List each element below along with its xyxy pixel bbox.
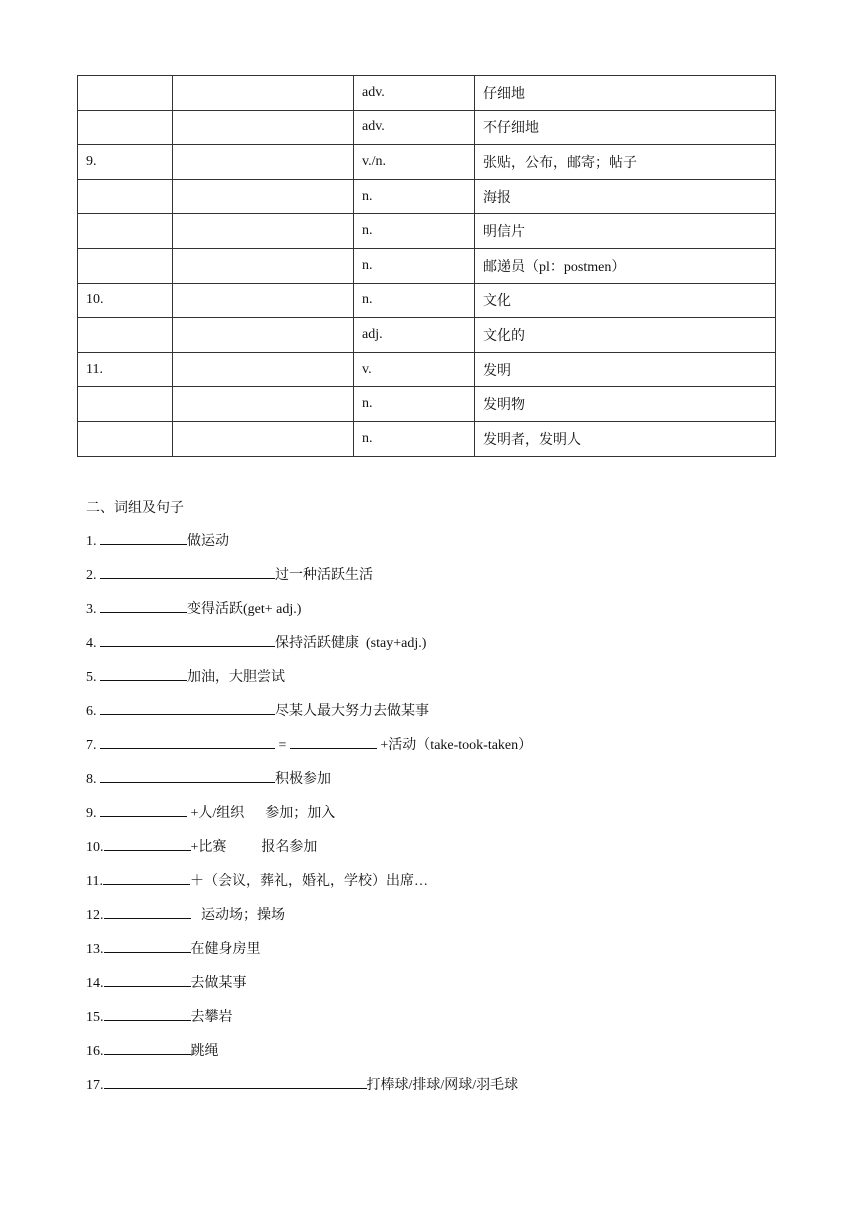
item-text: = — [275, 738, 290, 753]
meaning: 不仔细地 — [475, 110, 776, 145]
part-of-speech: n. — [354, 179, 475, 214]
list-item — [86, 1006, 786, 1040]
part-of-speech: v. — [354, 352, 475, 387]
item-text: 保持活跃健康 (stay+adj.) — [275, 636, 427, 651]
answer-blank[interactable] — [100, 632, 275, 647]
item-number: 8. — [86, 772, 97, 787]
item-text: +活动（take-took-taken） — [376, 738, 533, 753]
item-text: 尽某人最大努力去做某事 — [275, 704, 429, 719]
meaning: 张贴，公布，邮寄；帖子 — [475, 145, 776, 180]
word-cell[interactable] — [173, 76, 354, 111]
table-row — [78, 283, 776, 318]
row-number — [78, 110, 173, 145]
item-number: 13. — [86, 942, 104, 957]
meaning: 发明 — [475, 352, 776, 387]
table-row — [78, 387, 776, 422]
word-cell[interactable] — [173, 421, 354, 456]
row-number — [78, 318, 173, 353]
meaning: 文化的 — [475, 318, 776, 353]
answer-blank[interactable] — [100, 734, 275, 749]
word-cell[interactable] — [173, 387, 354, 422]
table-row — [78, 214, 776, 249]
answer-blank[interactable] — [103, 870, 190, 885]
item-number: 16. — [86, 1044, 104, 1059]
word-cell[interactable] — [173, 283, 354, 318]
item-number: 15. — [86, 1010, 104, 1025]
vocabulary-table — [77, 75, 776, 457]
answer-blank[interactable] — [104, 1006, 191, 1021]
item-text: +比赛 报名参加 — [190, 840, 318, 855]
list-item — [86, 700, 786, 734]
list-item — [86, 768, 786, 802]
item-text: 打棒球/排球/网球/羽毛球 — [366, 1078, 519, 1093]
item-text: 去攀岩 — [190, 1010, 233, 1025]
answer-blank[interactable] — [100, 530, 187, 545]
part-of-speech: adj. — [354, 318, 475, 353]
item-number: 10. — [86, 840, 104, 855]
list-item — [86, 972, 786, 1006]
answer-blank[interactable] — [104, 904, 191, 919]
word-cell[interactable] — [173, 318, 354, 353]
part-of-speech: adv. — [354, 76, 475, 111]
part-of-speech: n. — [354, 283, 475, 318]
list-item — [86, 836, 786, 870]
list-item — [86, 938, 786, 972]
row-number — [78, 248, 173, 283]
meaning: 明信片 — [475, 214, 776, 249]
item-text: ＋（会议，葬礼，婚礼，学校）出席… — [189, 874, 428, 889]
table-row — [78, 318, 776, 353]
item-text: 积极参加 — [275, 772, 331, 787]
meaning: 发明物 — [475, 387, 776, 422]
answer-blank[interactable] — [100, 700, 275, 715]
row-number — [78, 214, 173, 249]
item-text: 加油，大胆尝试 — [187, 670, 285, 685]
list-item — [86, 1074, 786, 1108]
row-number: 9. — [78, 145, 173, 180]
meaning: 仔细地 — [475, 76, 776, 111]
answer-blank[interactable] — [100, 666, 187, 681]
item-number: 14. — [86, 976, 104, 991]
item-number: 4. — [86, 636, 97, 651]
list-item — [86, 870, 786, 904]
list-item — [86, 1040, 786, 1074]
word-cell[interactable] — [173, 352, 354, 387]
list-item — [86, 632, 786, 666]
list-item — [86, 564, 786, 598]
meaning: 邮递员（pl：postmen） — [475, 248, 776, 283]
word-cell[interactable] — [173, 145, 354, 180]
list-item — [86, 598, 786, 632]
item-number: 5. — [86, 670, 97, 685]
answer-blank[interactable] — [104, 972, 191, 987]
meaning: 文化 — [475, 283, 776, 318]
row-number — [78, 179, 173, 214]
item-number: 17. — [86, 1078, 104, 1093]
list-item — [86, 666, 786, 700]
answer-blank[interactable] — [100, 802, 187, 817]
list-item — [86, 904, 786, 938]
table-row — [78, 145, 776, 180]
item-text: 变得活跃(get+ adj.) — [187, 602, 302, 617]
row-number — [78, 387, 173, 422]
item-number: 12. — [86, 908, 104, 923]
answer-blank[interactable] — [104, 836, 191, 851]
list-item — [86, 530, 786, 564]
table-row — [78, 110, 776, 145]
item-number: 3. — [86, 602, 97, 617]
part-of-speech: v./n. — [354, 145, 475, 180]
item-text: +人/组织 参加；加入 — [187, 806, 336, 821]
answer-blank[interactable] — [104, 1074, 367, 1089]
section-title: 二、词组及句子 — [86, 501, 184, 516]
phrase-list — [86, 530, 786, 1108]
row-number: 10. — [78, 283, 173, 318]
item-number: 6. — [86, 704, 97, 719]
item-text: 运动场；操场 — [190, 908, 285, 923]
word-cell[interactable] — [173, 179, 354, 214]
answer-blank[interactable] — [100, 768, 275, 783]
part-of-speech: n. — [354, 421, 475, 456]
part-of-speech: n. — [354, 248, 475, 283]
answer-blank[interactable] — [100, 598, 187, 613]
part-of-speech: n. — [354, 387, 475, 422]
item-number: 1. — [86, 534, 97, 549]
table-row — [78, 76, 776, 111]
answer-blank[interactable] — [290, 734, 377, 749]
table-row — [78, 352, 776, 387]
table-row — [78, 179, 776, 214]
item-text: 做运动 — [187, 534, 229, 549]
item-number: 7. — [86, 738, 97, 753]
answer-blank[interactable] — [104, 938, 191, 953]
meaning: 发明者，发明人 — [475, 421, 776, 456]
answer-blank[interactable] — [100, 564, 275, 579]
word-cell[interactable] — [173, 110, 354, 145]
meaning: 海报 — [475, 179, 776, 214]
item-text: 跳绳 — [190, 1044, 219, 1059]
list-item — [86, 734, 786, 768]
item-number: 2. — [86, 568, 97, 583]
answer-blank[interactable] — [104, 1040, 191, 1055]
item-number: 11. — [86, 874, 103, 889]
list-item — [86, 802, 786, 836]
item-text: 在健身房里 — [190, 942, 261, 957]
item-text: 过一种活跃生活 — [275, 568, 373, 583]
table-row — [78, 248, 776, 283]
row-number: 11. — [78, 352, 173, 387]
word-cell[interactable] — [173, 214, 354, 249]
part-of-speech: adv. — [354, 110, 475, 145]
item-text: 去做某事 — [190, 976, 247, 991]
row-number — [78, 76, 173, 111]
table-row — [78, 421, 776, 456]
row-number — [78, 421, 173, 456]
word-cell[interactable] — [173, 248, 354, 283]
item-number: 9. — [86, 806, 97, 821]
part-of-speech: n. — [354, 214, 475, 249]
